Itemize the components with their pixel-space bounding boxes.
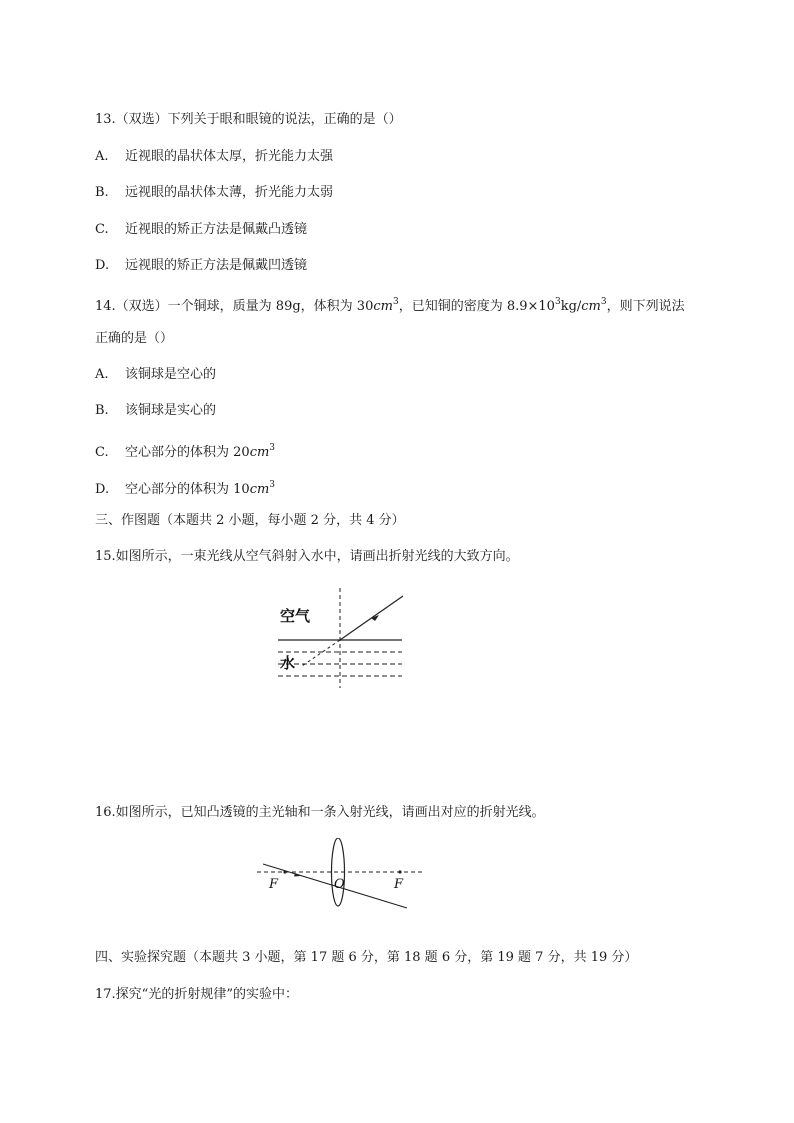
option-letter: D.: [95, 482, 110, 497]
exponent: 3: [269, 443, 276, 453]
q17-stem: 17.探究“光的折射规律”的实验中：: [95, 987, 298, 1002]
exponent: 3: [392, 297, 399, 307]
label-f-left: F: [269, 877, 279, 892]
unit-cm: cm: [581, 299, 601, 314]
option-letter: D.: [95, 258, 110, 273]
option-text: 空心部分的体积为 10: [125, 482, 250, 497]
label-air: 空气: [280, 607, 311, 625]
focal-point-left: [283, 870, 286, 873]
q14-option-b: [95, 402, 216, 420]
q13-option-c: [95, 221, 307, 239]
q14-option-a: [95, 366, 216, 384]
section-3-heading: 三、作图题（本题共 2 小题，每小题 2 分，共 4 分）: [95, 513, 405, 528]
q14-option-d: [95, 476, 275, 499]
q14-stem-d: ，则下列说法: [606, 299, 685, 314]
focal-point-right: [398, 870, 401, 873]
option-letter: B.: [95, 403, 109, 418]
label-f-right: F: [394, 877, 404, 892]
option-letter: B.: [95, 185, 109, 200]
q14-stem-a: 14.（双选）一个铜球，质量为 89g，体积为 30: [95, 299, 374, 314]
option-text: 空心部分的体积为 20: [125, 445, 250, 460]
q15-stem: 15.如图所示，一束光线从空气斜射入水中，请画出折射光线的大致方向。: [95, 549, 519, 564]
option-text: 近视眼的矫正方法是佩戴凸透镜: [125, 222, 308, 237]
exponent: 3: [600, 297, 607, 307]
option-letter: C.: [95, 222, 109, 237]
q13-option-d: [95, 257, 307, 275]
q16-stem: 16.如图所示，已知凸透镜的主光轴和一条入射光线，请画出对应的折射光线。: [95, 805, 545, 820]
q13-stem: 13.（双选）下列关于眼和眼镜的说法，正确的是（）: [95, 112, 402, 127]
q14-stem-c: kg/: [560, 299, 582, 314]
section-4-heading: 四、实验探究题（本题共 3 小题，第 17 题 6 分，第 18 题 6 分，第 19 题 7 分，共 19 分）: [95, 950, 638, 965]
option-letter: A.: [95, 367, 109, 382]
unit-cm: cm: [249, 482, 270, 497]
q14-option-c: [95, 439, 275, 462]
q13-option-a: [95, 148, 333, 166]
exponent: 3: [554, 297, 561, 307]
option-text: 该铜球是空心的: [125, 367, 217, 382]
exponent: 3: [269, 480, 276, 490]
q14-stem: [95, 293, 685, 316]
q14-stem-b: ，已知铜的密度为 8.9×10: [398, 299, 555, 314]
option-text: 远视眼的晶状体太薄，折光能力太弱: [125, 185, 334, 200]
unit-cm: cm: [373, 299, 393, 314]
label-o: O: [334, 877, 345, 892]
option-text: 该铜球是实心的: [125, 403, 217, 418]
option-letter: C.: [95, 445, 109, 460]
option-letter: A.: [95, 149, 109, 164]
convex-lens-diagram: [255, 838, 430, 912]
refraction-diagram: [270, 588, 410, 690]
extension-line: [302, 640, 340, 666]
option-text: 近视眼的晶状体太厚，折光能力太强: [125, 149, 334, 164]
q14-stem-line2: 正确的是（）: [95, 331, 174, 346]
option-text: 远视眼的矫正方法是佩戴凹透镜: [125, 258, 308, 273]
q13-option-b: [95, 184, 333, 202]
unit-cm: cm: [249, 445, 270, 460]
label-water: 水: [280, 654, 296, 672]
